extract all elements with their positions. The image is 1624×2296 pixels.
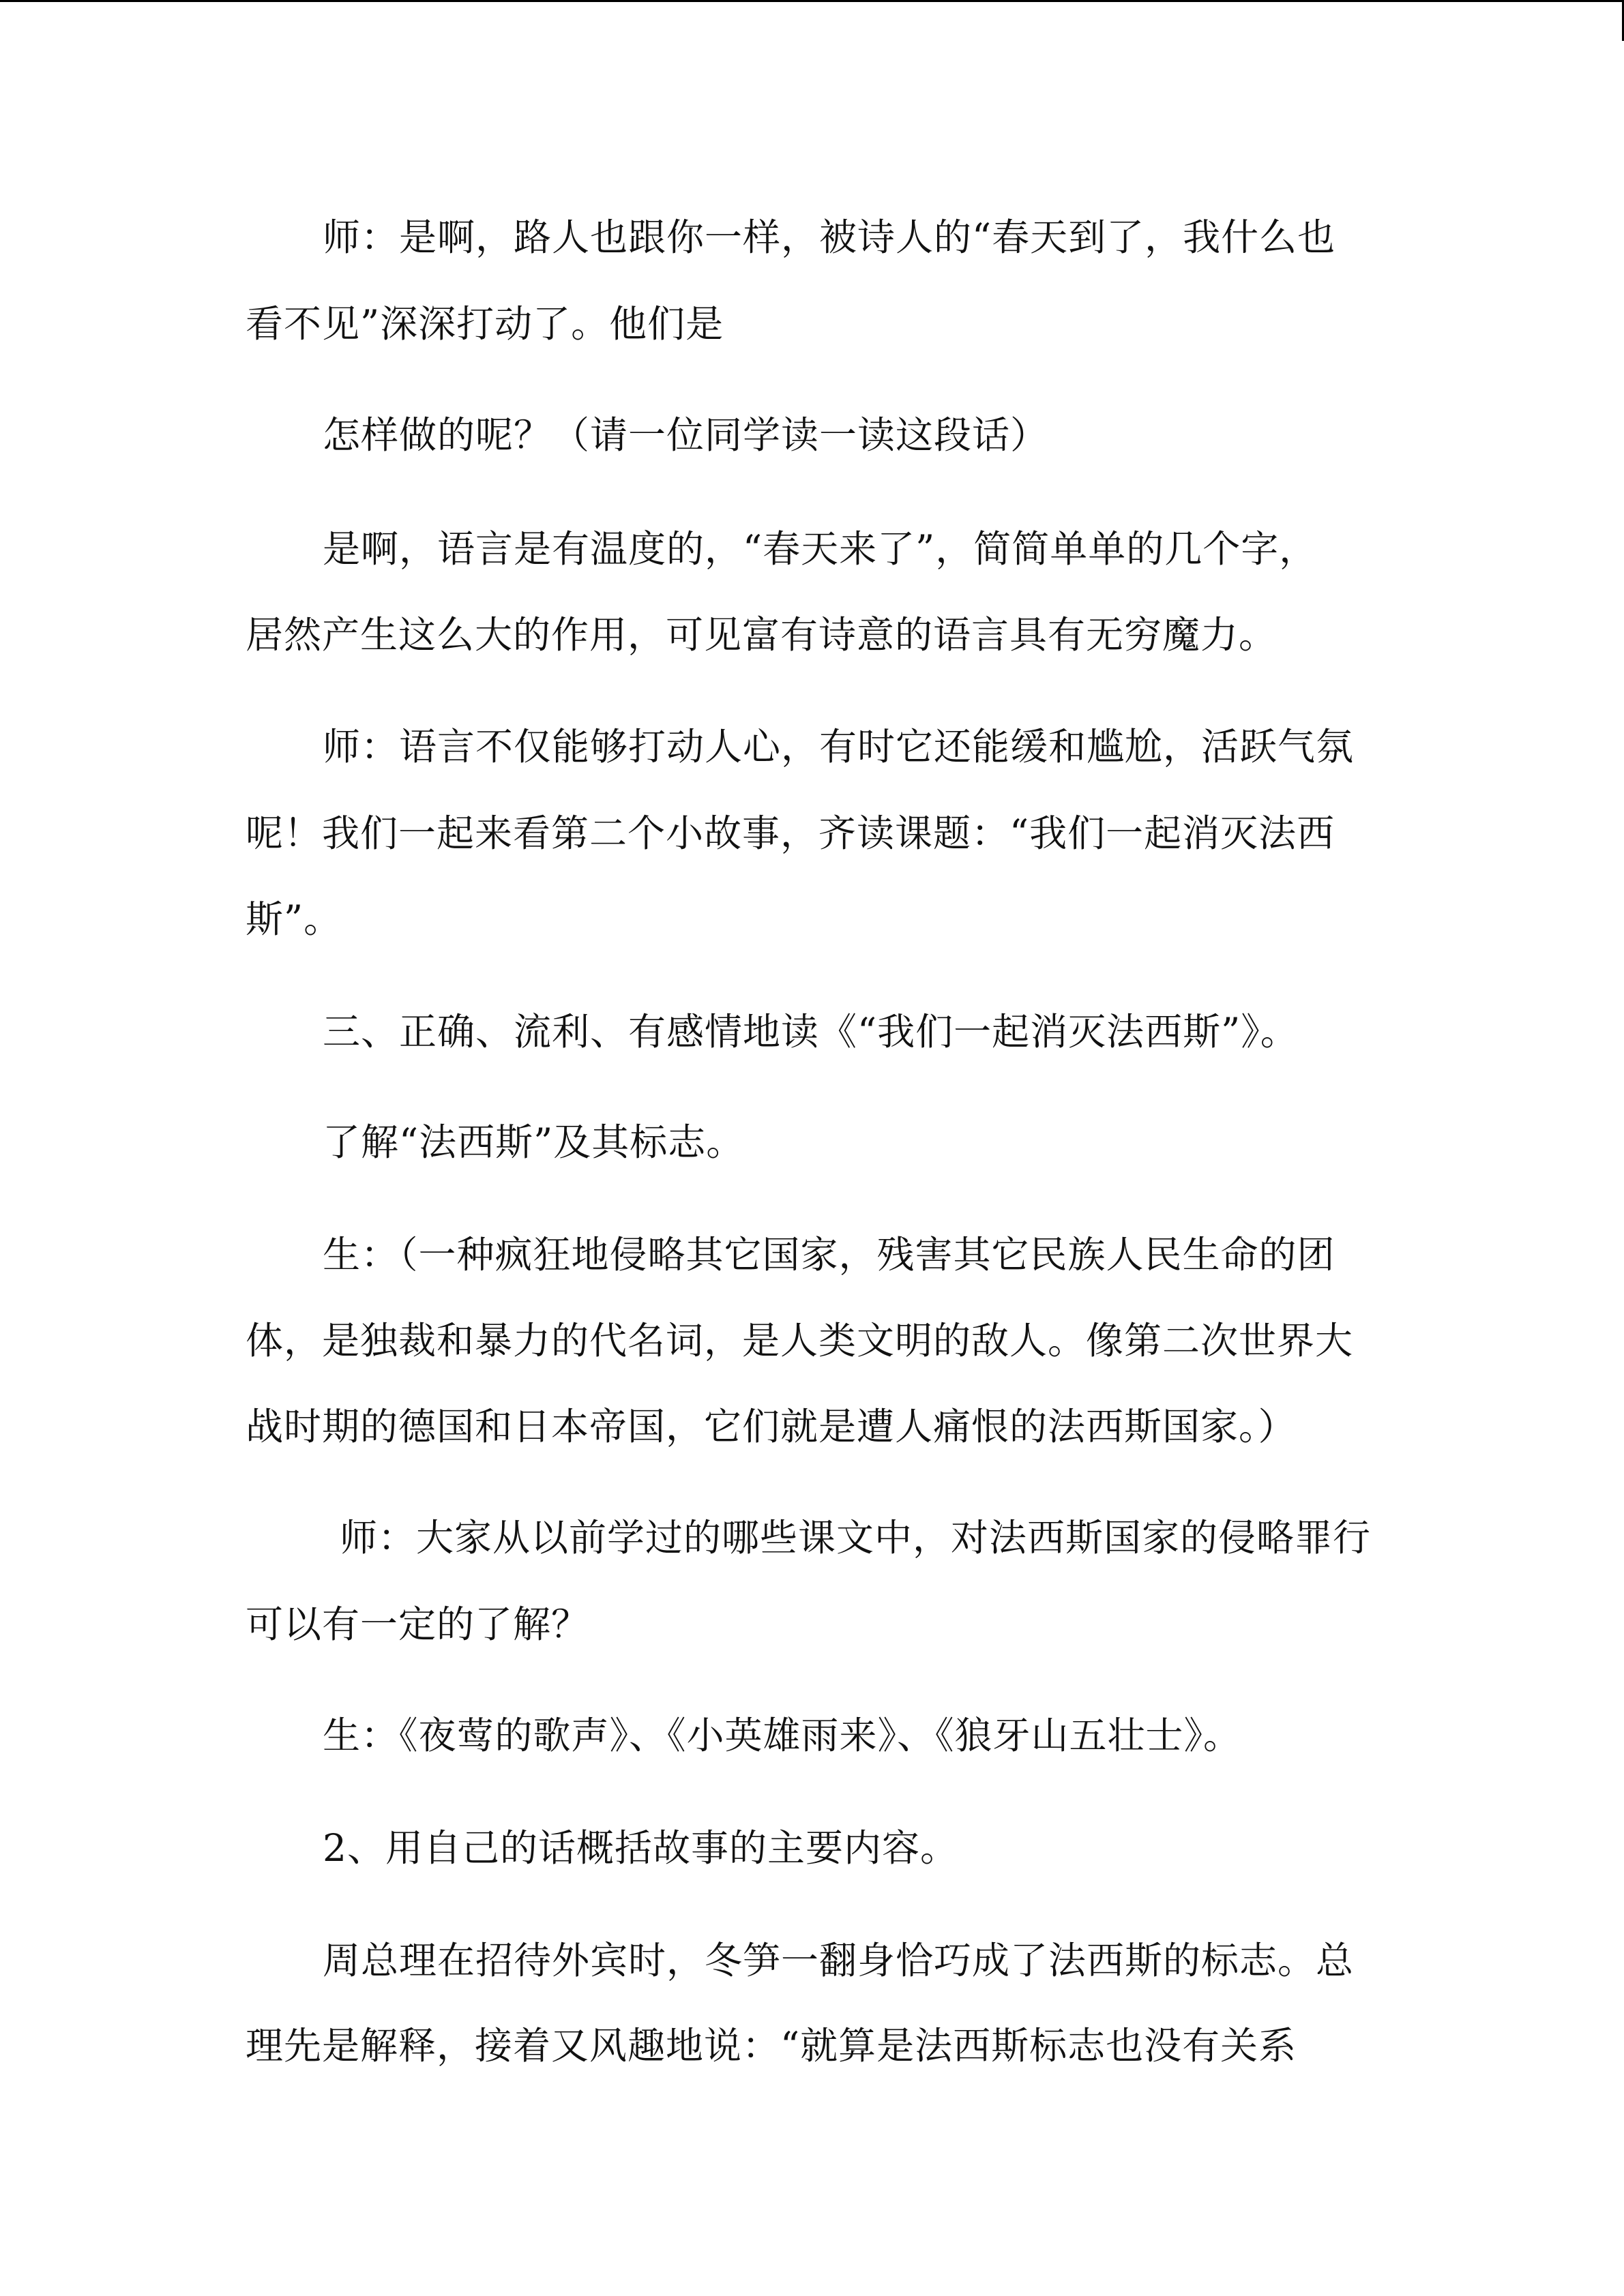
top-border-line: [0, 0, 1624, 2]
text-line-2: 看不见”深深打动了。他们是: [246, 302, 724, 346]
text-line-7: 呢！我们一起来看第二个小故事，齐读课题：“我们一起消灭法西: [246, 811, 1335, 855]
text-line-15: 可以有一定的了解？: [246, 1602, 590, 1646]
text-line-13: 战时期的德国和日本帝国，它们就是遭人痛恨的法西斯国家。）: [246, 1405, 1297, 1448]
text-line-3: 怎样做的呢？（请一位同学读一读这段话）: [323, 413, 1049, 457]
text-line-19: 理先是解释，接着又风趣地说：“就算是法西斯标志也没有关系: [246, 2024, 1297, 2068]
text-line-17: 2、用自己的话概括故事的主要内容。: [323, 1826, 958, 1870]
text-line-18: 周总理在招待外宾时，冬笋一翻身恰巧成了法西斯的标志。总: [323, 1939, 1355, 1982]
text-line-12: 体，是独裁和暴力的代名词，是人类文明的敌人。像第二次世界大: [246, 1319, 1354, 1362]
text-line-10: 了解“法西斯”及其标志。: [323, 1120, 745, 1164]
text-line-16: 生：《夜莺的歌声》、《小英雄雨来》、《狼牙山五壮士》。: [323, 1714, 1242, 1757]
text-line-14: 师：大家从以前学过的哪些课文中，对法西斯国家的侵略罪行: [340, 1516, 1372, 1560]
text-line-6: 师：语言不仅能够打动人心，有时它还能缓和尴尬，活跃气氛: [323, 725, 1355, 769]
text-line-8: 斯”。: [246, 897, 342, 941]
text-line-4: 是啊，语言是有温度的，“春天来了”，简简单单的几个字，: [323, 527, 1318, 571]
text-line-5: 居然产生这么大的作用，可见富有诗意的语言具有无穷魔力。: [246, 613, 1278, 657]
text-line-9: 三、正确、流利、有感情地读《“我们一起消灭法西斯”》。: [323, 1010, 1299, 1054]
text-line-1: 师：是啊，路人也跟你一样，被诗人的“春天到了，我什么也: [323, 215, 1336, 259]
text-line-11: 生：（一种疯狂地侵略其它国家，残害其它民族人民生命的团: [323, 1233, 1335, 1277]
